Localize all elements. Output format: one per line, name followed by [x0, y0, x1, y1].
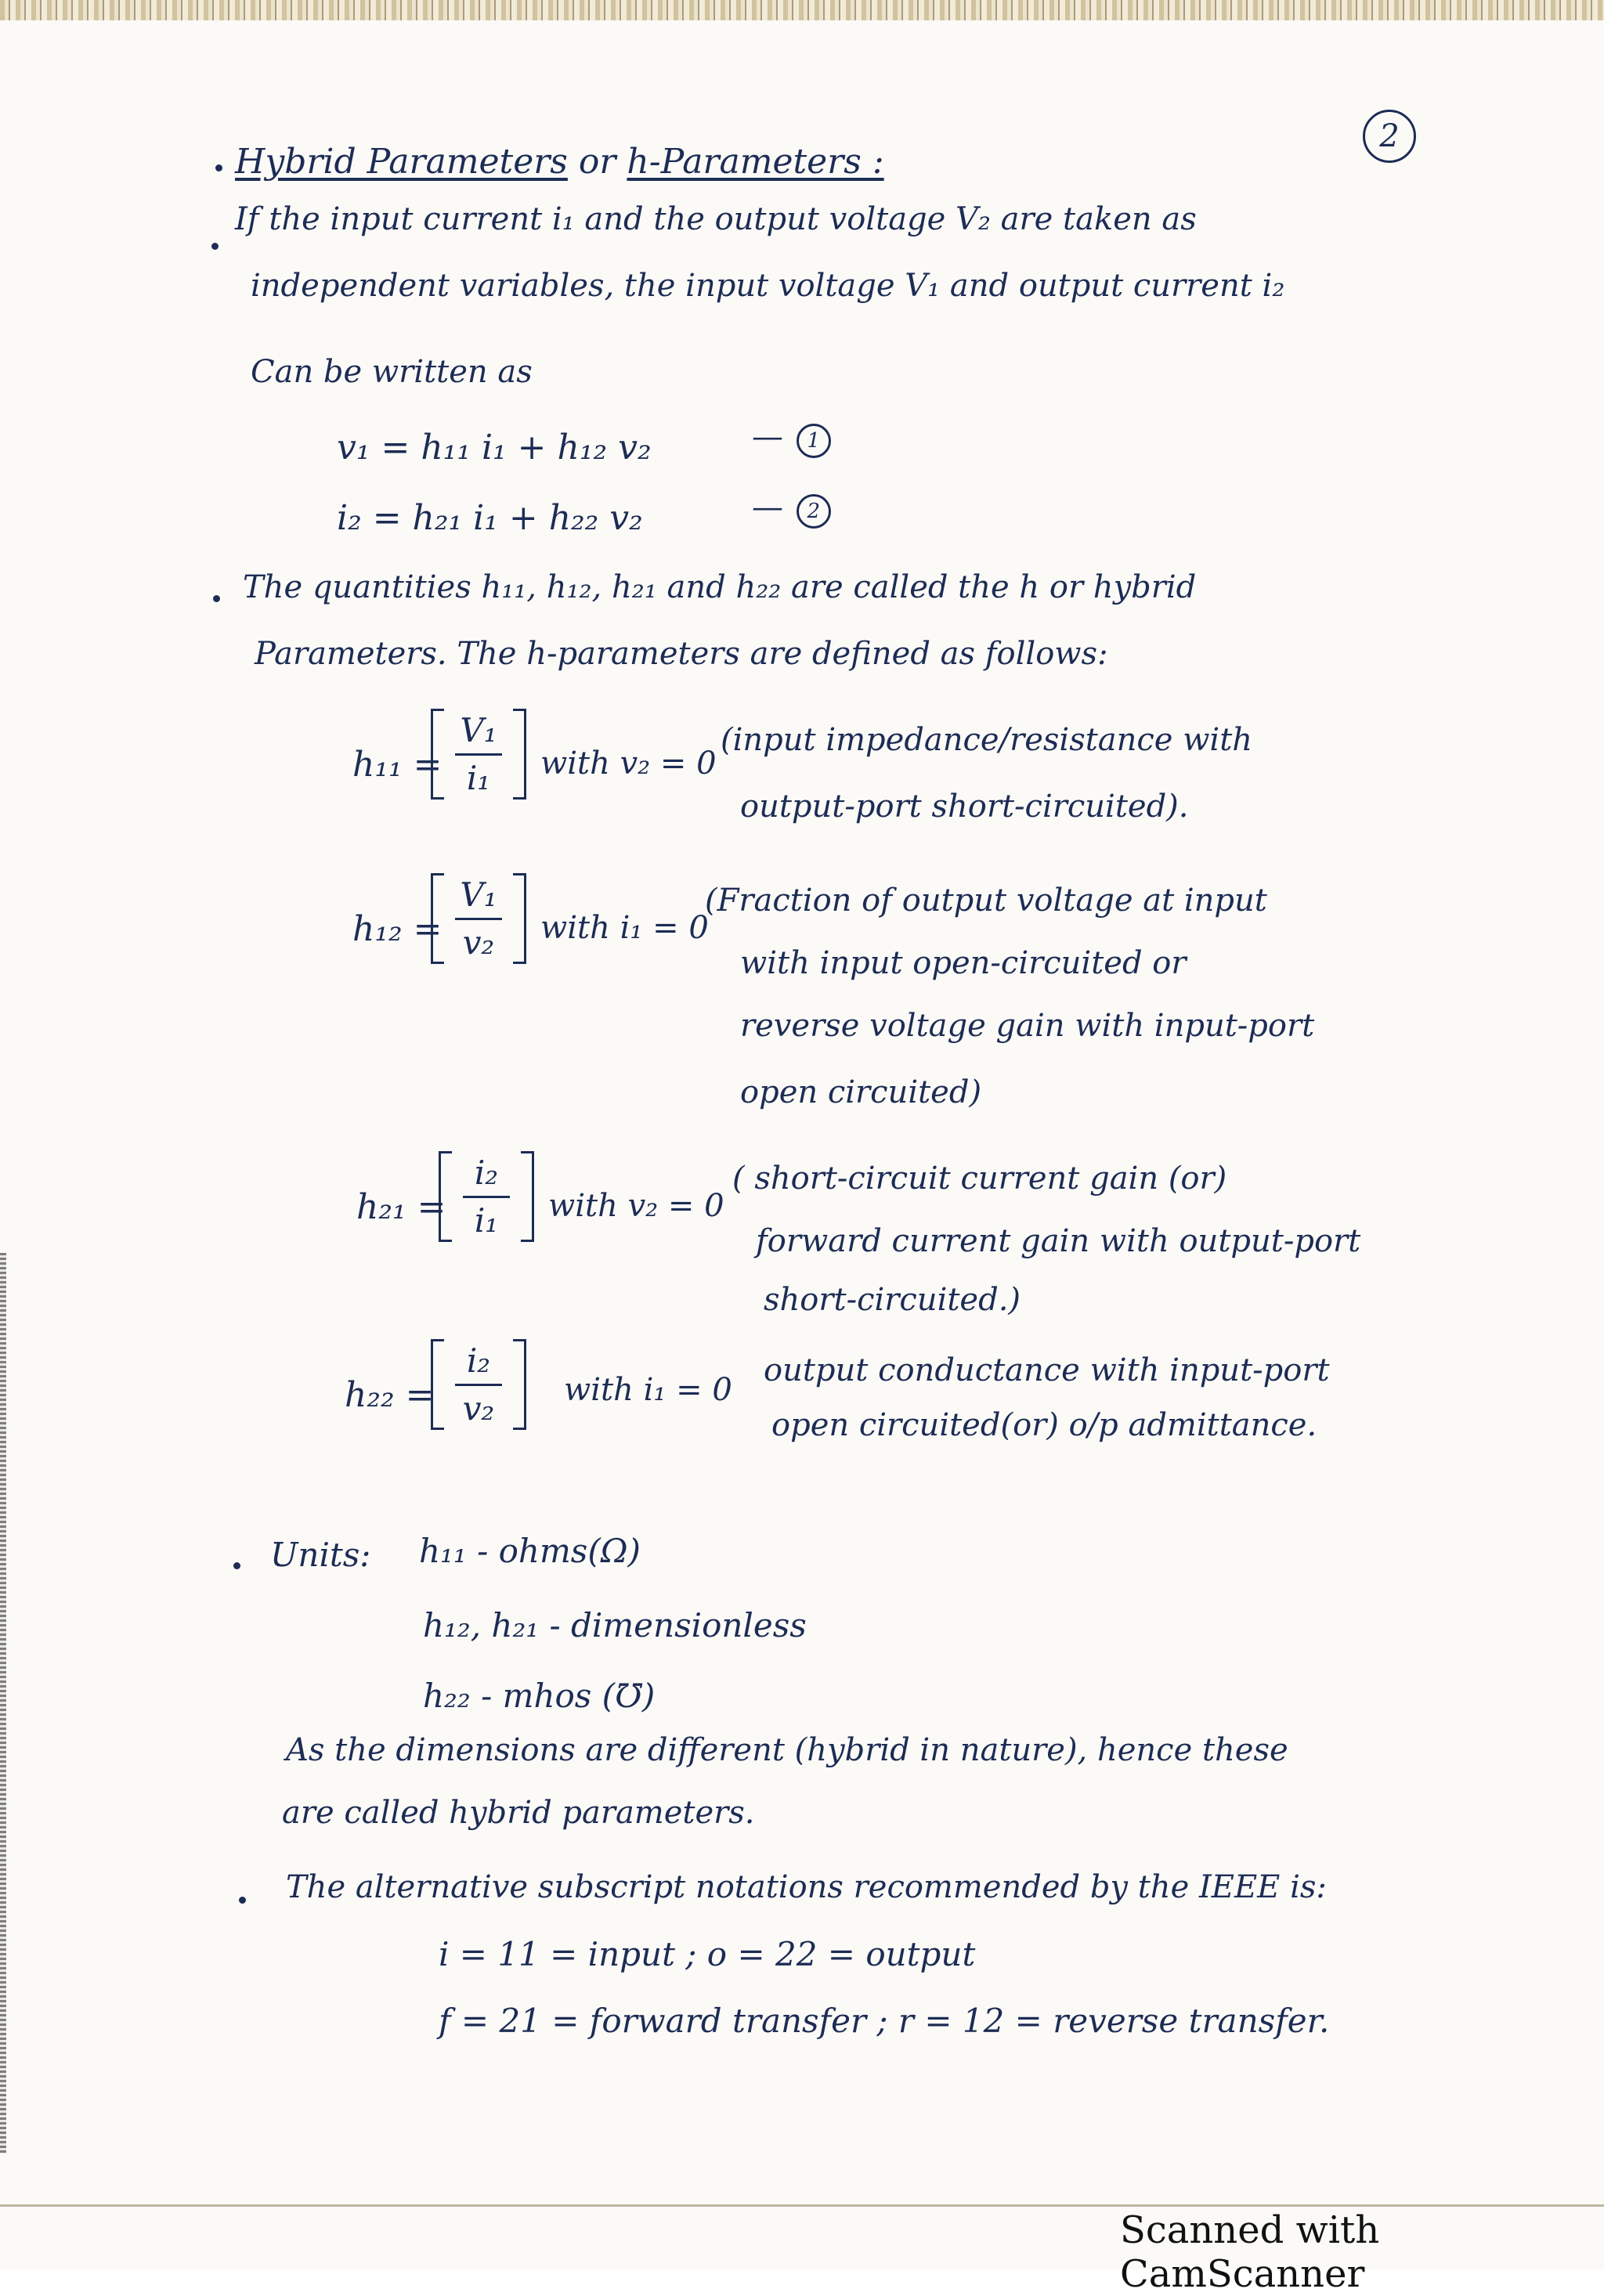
alt-notation-line-1: The alternative subscript notations recommended by the IEEE is: [286, 1869, 1327, 1905]
intro-line-3: Can be written as [251, 354, 533, 390]
page-bottom-edge [0, 2204, 1604, 2207]
h12-desc-1: (Fraction of output voltage at input [705, 883, 1267, 919]
h11-desc-1: (input impedance/resistance with [721, 722, 1253, 758]
h11-label: h₁₁ = [352, 745, 443, 785]
bullet [215, 164, 222, 171]
units-h12-h21: h₁₂, h₂₁ - dimensionless [423, 1606, 807, 1644]
quantities-line-1: The quantities h₁₁, h₁₂, h₂₁ and h₂₂ are called the h or hybrid [243, 569, 1197, 605]
equation-2-number: — 2 [752, 489, 831, 529]
h21-label: h₂₁ = [356, 1187, 446, 1227]
bullet [213, 595, 220, 602]
h12-ratio: $\frac{\text{V₁}}{\text{v₂}}$ [431, 873, 526, 964]
equation-1: v₁ = h₁₁ i₁ + h₁₂ v₂ [337, 428, 652, 468]
page-heading: Hybrid Parameters or h-Parameters : [235, 142, 884, 182]
h22-desc-1: output conductance with input-port [764, 1352, 1330, 1388]
alt-notation-line-3: f = 21 = forward transfer ; r = 12 = reverse transfer. [439, 2002, 1330, 2040]
page-top-edge [0, 0, 1604, 20]
h22-desc-2: open circuited(or) o/p admittance. [771, 1407, 1317, 1443]
units-label: Units: [270, 1536, 371, 1574]
h21-desc-2: forward current gain with output-port [756, 1223, 1361, 1259]
h12-desc-2: with input open-circuited or [740, 945, 1187, 981]
page-left-edge [0, 1253, 6, 2153]
intro-line-2: independent variables, the input voltage V₁ and output current i₂ [251, 268, 1285, 304]
h21-ratio: $\frac{\text{i₂}}{\text{i₁}}$ [439, 1151, 534, 1242]
h11-desc-2: output-port short-circuited). [740, 789, 1189, 825]
units-h11: h₁₁ - ohms(Ω) [419, 1532, 641, 1570]
h12-label: h₁₂ = [352, 909, 443, 949]
h12-desc-4: open circuited) [740, 1074, 982, 1110]
intro-line-1: If the input current i₁ and the output voltage V₂ are taken as [235, 201, 1197, 237]
page-number: 2 [1363, 110, 1416, 163]
dimensions-note-line-2: are called hybrid parameters. [282, 1795, 755, 1831]
h12-condition: with i₁ = 0 [540, 910, 709, 946]
h22-label: h₂₂ = [345, 1375, 435, 1415]
h22-ratio: $\frac{\text{i₂}}{\text{v₂}}$ [431, 1339, 526, 1430]
units-h22: h₂₂ - mhos (℧) [423, 1677, 656, 1715]
h12-desc-3: reverse voltage gain with input-port [740, 1008, 1315, 1044]
bullet [239, 1897, 246, 1904]
bullet [233, 1562, 240, 1569]
equation-2: i₂ = h₂₁ i₁ + h₂₂ v₂ [337, 498, 643, 538]
h22-condition: with i₁ = 0 [564, 1372, 732, 1408]
h21-desc-1: ( short-circuit current gain (or) [732, 1161, 1227, 1197]
dimensions-note-line-1: As the dimensions are different (hybrid in nature), hence these [286, 1732, 1288, 1768]
bullet [211, 243, 219, 250]
scanner-watermark: Scanned with CamScanner [1120, 2208, 1380, 2296]
h21-condition: with v₂ = 0 [548, 1188, 724, 1224]
h21-desc-3: short-circuited.) [764, 1282, 1021, 1318]
h11-ratio: $\frac{\text{V₁}}{\text{i₁}}$ [431, 709, 526, 800]
quantities-line-2: Parameters. The h-parameters are defined as follows: [255, 636, 1108, 672]
h11-condition: with v₂ = 0 [540, 745, 717, 782]
alt-notation-line-2: i = 11 = input ; o = 22 = output [439, 1935, 976, 1973]
equation-1-number: — 1 [752, 419, 831, 458]
